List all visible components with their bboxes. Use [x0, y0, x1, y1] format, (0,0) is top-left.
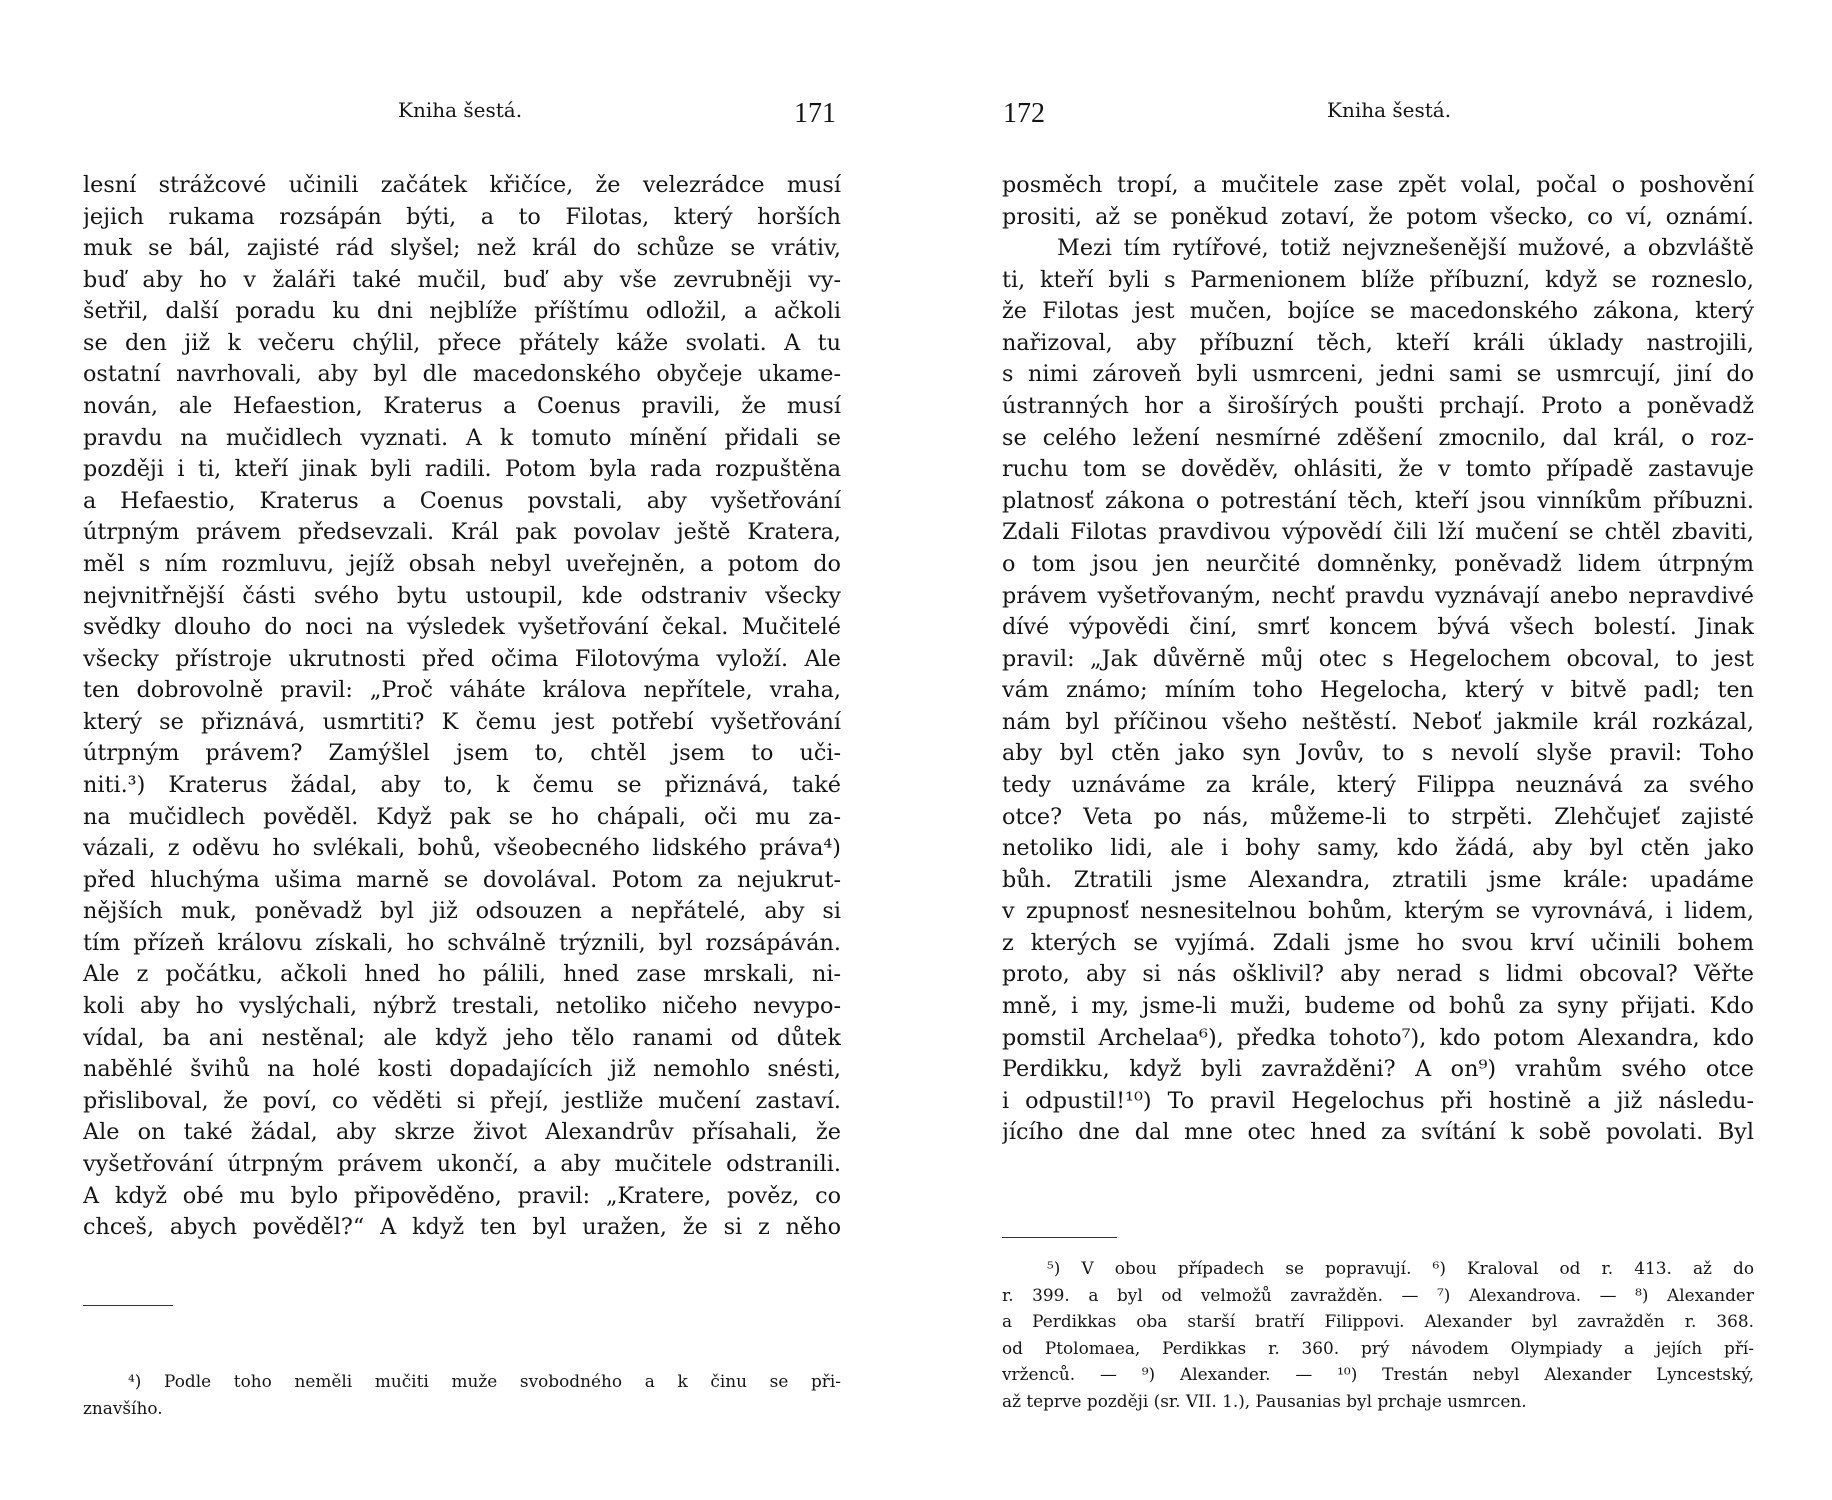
- text-line: nějších muk, poněvadž byl již odsouzen a nepřátelé, aby si: [83, 898, 841, 925]
- text-line: ruchu tom se dověděv, ohlásiti, že v tomto případě zastavuje: [1002, 456, 1754, 483]
- text-line: pomstil Archelaa⁶), předka tohoto⁷), kdo potom Alexandra, kdo: [1002, 1024, 1754, 1051]
- footnote-line: a Perdikkas oba starší bratří Filippovi. Alexander byl zavražděn r. 368.: [1002, 1311, 1754, 1332]
- text-line: muk se bál, zajisté rád slyšel; než král do schůze se vrátiv,: [83, 235, 841, 262]
- text-line: vám známo; míním toho Hegelocha, který v bitvě padl; ten: [1002, 677, 1754, 704]
- text-line: prositi, až se poněkud zotaví, že potom všecko, co ví, oznámí.: [1002, 203, 1754, 230]
- text-line: otce? Veta po nás, můžeme-li to strpěti. Zlehčujeť zajisté: [1002, 803, 1754, 830]
- text-line: jícího dne dal mne otec hned za svítání k sobě povolati. Byl: [1002, 1119, 1754, 1146]
- text-line: Ale on také žádal, aby skrze život Alexandrův přísahali, že: [83, 1119, 841, 1146]
- text-line: posměch tropí, a mučitele zase zpět volal, počal o poshovění: [1002, 172, 1754, 198]
- text-line: ten dobrovolně pravil: „Proč váháte králova nepřítele, vraha,: [83, 677, 841, 704]
- text-line: proto, aby si nás ošklivil? aby nerad s lidmi obcoval? Věřte: [1002, 961, 1754, 988]
- text-line: ti, kteří byli s Parmenionem blíže příbuzní, když se rozneslo,: [1002, 266, 1754, 293]
- text-line: ostatní navrhovali, aby byl dle macedonského obyčeje ukame-: [83, 361, 841, 388]
- text-line: před hluchýma ušima marně se dovolával. Potom za nejukrut-: [83, 866, 841, 893]
- text-line: jejich rukama rozsápán býti, a to Filotas, který horších: [83, 203, 841, 230]
- footnote-line: až teprve později (sr. VII. 1.), Pausanias byl prchaje usmrcen.: [1002, 1390, 1527, 1411]
- body-text: [1002, 170, 1754, 1149]
- text-line: přisliboval, že poví, co věděti si přejí, jestliže mučení zastaví.: [83, 1087, 841, 1114]
- footnote-line: r. 399. a byl od velmožů zavražděn. — ⁷) Alexandrova. — ⁸) Alexander: [1002, 1284, 1754, 1305]
- text-line: chceš, abych pověděl?“ A když ten byl uražen, že si z něho: [83, 1214, 841, 1241]
- footnote-rule: [83, 1305, 173, 1306]
- text-line: nám byl příčinou všeho neštěstí. Neboť jakmile král rozkázal,: [1002, 708, 1754, 735]
- text-line: šetřil, další poradu ku dni nejblíže příštímu odložil, a ačkoli: [83, 298, 841, 325]
- running-header: Kniha šestá.: [1327, 98, 1452, 122]
- text-line: ústranných hor a širošírých poušti prchají. Proto a poněvadž: [1002, 393, 1754, 420]
- text-line: později i ti, kteří jinak byli radili. Potom byla rada rozpuštěna: [83, 456, 841, 483]
- text-line: vyšetřování útrpným právem ukončí, a aby mučitele odstranili.: [83, 1150, 841, 1177]
- footnote-line: ⁴) Podle toho neměli mučiti muže svobodného a k činu se při-: [128, 1371, 841, 1391]
- footnote-line: znavšího.: [83, 1397, 163, 1418]
- text-line: na mučidlech pověděl. Když pak se ho chápali, oči mu za-: [83, 803, 841, 830]
- text-line: svědky dlouho do noci na výsledek vyšetřování čekal. Mučitelé: [83, 614, 841, 641]
- text-line: z kterých se vyjímá. Zdali jsme ho svou krví učinili bohem: [1002, 929, 1754, 956]
- text-line: dívé výpovědi činí, smrť koncem bývá všech bolestí. Jinak: [1002, 614, 1754, 641]
- text-line: tím přízeň královu získali, ho schválně trýznili, byl rozsápáván.: [83, 929, 841, 956]
- text-line: niti.³) Kraterus žádal, aby to, k čemu se přiznává, také: [83, 771, 841, 798]
- right-page: [916, 0, 1832, 1500]
- text-line: pravdu na mučidlech vyznati. A k tomuto mínění přidali se: [83, 424, 841, 451]
- text-line: aby byl ctěn jako syn Jovův, to s nevolí slyše pravil: Toho: [1002, 740, 1754, 767]
- text-line: koli aby ho vyslýchali, nýbrž trestali, netoliko ničeho nevypo-: [83, 993, 841, 1020]
- text-line: o tom jsou jen neurčité domněnky, poněvadž lidem útrpným: [1002, 550, 1754, 577]
- text-line: pravil: „Jak důvěrně můj otec s Hegelochem obcoval, to jest: [1002, 645, 1754, 672]
- text-line: bůh. Ztratili jsme Alexandra, ztratili jsme krále: upadáme: [1002, 866, 1754, 893]
- text-line: buď aby ho v žaláři také mučil, buď aby vše zevrubněji vy-: [83, 266, 841, 293]
- text-line: s nimi zároveň byli usmrceni, jedni sami se usmrcují, jiní do: [1002, 361, 1754, 388]
- text-line: A když obé mu bylo připověděno, pravil: „Kratere, pověz, co: [83, 1182, 841, 1209]
- text-line: se den již k večeru chýlil, přece přátely káže svolati. A tu: [83, 329, 841, 356]
- text-line: vídal, ba ani nestěnal; ale když jeho tělo ranami od důtek: [83, 1024, 841, 1051]
- text-line: Ale z počátku, ačkoli hned ho pálili, hned zase mrskali, ni-: [83, 961, 841, 988]
- footnotes: [1002, 1255, 1754, 1415]
- text-line: všecky přístroje ukrutnosti před očima Filotovýma vyloží. Ale: [83, 645, 841, 672]
- text-line: nařizoval, aby příbuzní těch, kteří králi úklady nastrojili,: [1002, 329, 1754, 356]
- text-line: i odpustil!¹⁰) To pravil Hegelochus při hostině a již následu-: [1002, 1087, 1754, 1114]
- text-line: v zpupnosť nesnesitelnou bohům, kterým se vyrovnává, i lidem,: [1002, 898, 1754, 925]
- text-line: mně, i my, jsme-li muži, budeme od bohů za syny přijati. Kdo: [1002, 993, 1754, 1020]
- text-line: nejvnitřnější části svého bytu ustoupil, kde odstraniv všecky: [83, 582, 841, 609]
- text-line: právem vyšetřovaným, nechť pravdu vyznávají anebo nepravdivé: [1002, 582, 1754, 609]
- text-line: Perdikku, když byli zavražděni? A on⁹) vrahům svého otce: [1002, 1056, 1754, 1083]
- text-line: netoliko lidi, ale i bohy samy, kdo žádá, aby byl ctěn jako: [1002, 835, 1754, 862]
- text-line: platnosť zákona o potrestání těch, kteří jsou vinníkům příbuzni.: [1002, 487, 1754, 514]
- text-line: který se přiznává, usmrtiti? K čemu jest potřebí vyšetřování: [83, 708, 841, 735]
- text-line: měl s ním rozmluvu, jejíž obsah nebyl uveřejněn, a potom do: [83, 550, 841, 577]
- text-line: útrpným právem? Zamýšlel jsem to, chtěl jsem to uči-: [83, 740, 841, 767]
- page-number: 172: [1003, 98, 1045, 129]
- text-line: a Hefaestio, Kraterus a Coenus povstali, aby vyšetřování: [83, 487, 841, 514]
- body-text: [83, 170, 841, 1244]
- text-line: se celého ležení nesmírné zděšení zmocnilo, dal král, o roz-: [1002, 424, 1754, 451]
- running-header: Kniha šestá.: [398, 98, 523, 122]
- text-line: Mezi tím rytířové, totiž nejvznešenější mužové, a obzvláště: [1057, 235, 1754, 262]
- text-line: útrpným právem předsevzali. Král pak povolav ještě Kratera,: [83, 519, 841, 546]
- footnote-line: vrženců. — ⁹) Alexander. — ¹⁰) Trestán nebyl Alexander Lyncestský,: [1002, 1364, 1754, 1385]
- text-line: naběhlé švihů na holé kosti dopadajících již nemohlo snésti,: [83, 1056, 841, 1083]
- page-number: 171: [794, 98, 836, 129]
- text-line: tedy uznáváme za krále, který Filippa neuznává za svého: [1002, 771, 1754, 798]
- text-line: lesní strážcové učinili začátek křičíce, že velezrádce musí: [83, 172, 841, 198]
- footnotes: [83, 1368, 841, 1421]
- text-line: Zdali Filotas pravdivou výpovědí čili lží mučení se chtěl zbaviti,: [1002, 519, 1754, 546]
- footnote-rule: [1002, 1237, 1117, 1238]
- footnote-line: od Ptolomaea, Perdikkas r. 360. prý návodem Olympiady a jejích pří-: [1002, 1337, 1754, 1358]
- text-line: vázali, z oděvu ho svlékali, bohů, všeobecného lidského práva⁴): [83, 835, 841, 862]
- text-line: že Filotas jest mučen, bojíce se macedonského zákona, který: [1002, 298, 1754, 325]
- footnote-line: ⁵) V obou případech se popravují. ⁶) Kraloval od r. 413. až do: [1047, 1258, 1754, 1278]
- text-line: nován, ale Hefaestion, Kraterus a Coenus pravili, že musí: [83, 393, 841, 420]
